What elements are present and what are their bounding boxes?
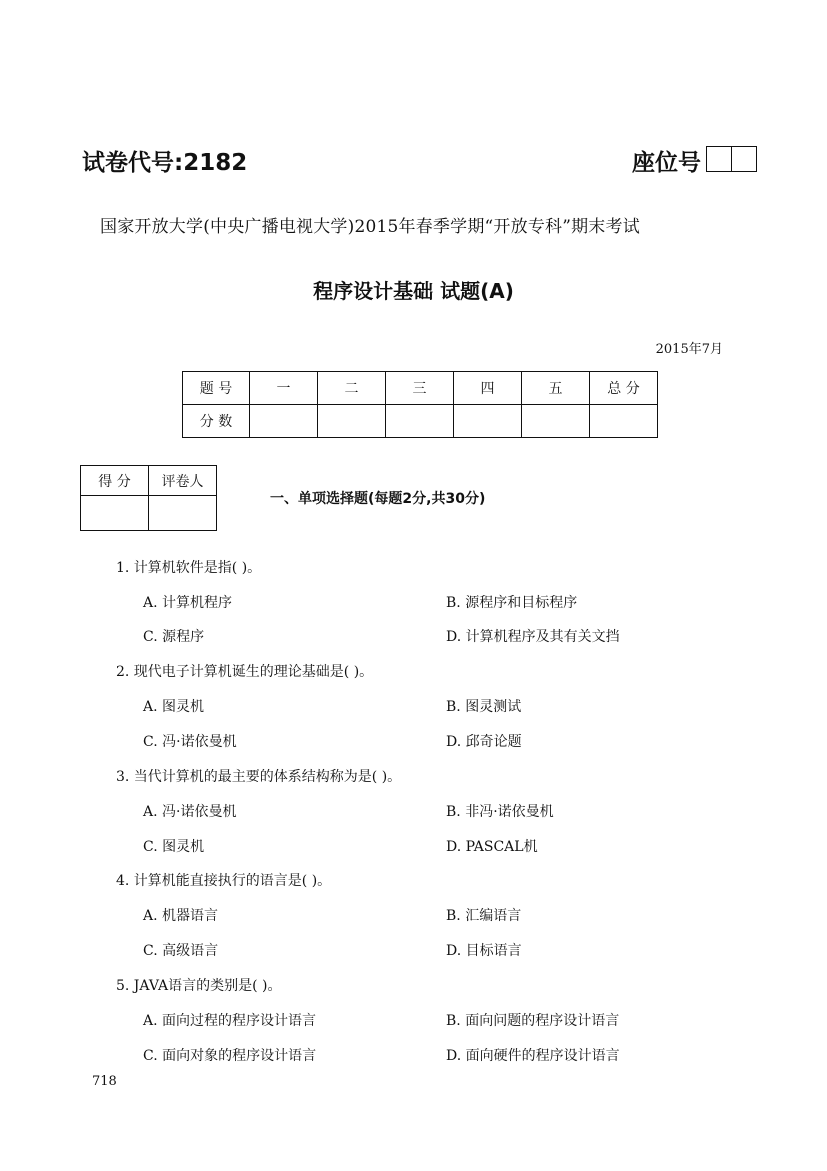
question-stem: 1. 计算机软件是指( )。 [116,560,262,576]
answer-option[interactable]: D. 计算机程序及其有关文挡 [446,629,620,645]
score-col-total: 总 分 [590,372,658,405]
score-cell[interactable] [386,405,454,438]
seat-box[interactable] [731,147,756,171]
score-col-5: 五 [522,372,590,405]
answer-option[interactable]: B. 非冯·诺依曼机 [446,804,554,820]
grader-score-label: 得 分 [81,466,149,496]
score-cell[interactable] [590,405,658,438]
seat-box[interactable] [707,147,731,171]
score-cell[interactable] [522,405,590,438]
question-stem: 5. JAVA语言的类别是( )。 [116,978,282,994]
score-row-label: 分 数 [183,405,250,438]
answer-option[interactable]: A. 冯·诺依曼机 [143,804,237,820]
paper-code: 试卷代号:2182 [82,150,248,176]
score-table [182,371,658,438]
answer-option[interactable]: A. 面向过程的程序设计语言 [143,1013,317,1029]
grader-name-cell[interactable] [149,496,217,531]
score-col-3: 三 [386,372,454,405]
score-col-2: 二 [318,372,386,405]
answer-option[interactable]: C. 冯·诺依曼机 [143,734,237,750]
page-number: 718 [92,1074,117,1089]
question-stem: 3. 当代计算机的最主要的体系结构称为是( )。 [116,769,402,785]
answer-option[interactable]: B. 汇编语言 [446,908,522,924]
seat-number-boxes[interactable] [706,146,757,172]
grader-name-label: 评卷人 [149,466,217,496]
exam-title: 程序设计基础 试题(A) [313,279,514,303]
score-cell[interactable] [250,405,318,438]
answer-option[interactable]: B. 源程序和目标程序 [446,595,578,611]
answer-option[interactable]: C. 源程序 [143,629,205,645]
answer-option[interactable]: B. 面向问题的程序设计语言 [446,1013,620,1029]
score-table-score-row [183,405,658,438]
question-number-label: 题 号 [183,372,250,405]
answer-option[interactable]: A. 机器语言 [143,908,219,924]
grader-table [80,465,217,531]
answer-option[interactable]: A. 计算机程序 [143,595,233,611]
answer-option[interactable]: B. 图灵测试 [446,699,522,715]
score-cell[interactable] [454,405,522,438]
grader-score-cell[interactable] [81,496,149,531]
answer-option[interactable]: C. 面向对象的程序设计语言 [143,1048,317,1064]
score-table-header-row [183,372,658,405]
seat-number-label: 座位号 [632,150,701,176]
answer-option[interactable]: D. 面向硬件的程序设计语言 [446,1048,620,1064]
answer-option[interactable]: C. 高级语言 [143,943,219,959]
exam-header: 国家开放大学(中央广播电视大学)2015年春季学期“开放专科”期末考试 [100,217,640,237]
score-col-1: 一 [250,372,318,405]
score-col-4: 四 [454,372,522,405]
answer-option[interactable]: D. 邱奇论题 [446,734,522,750]
answer-option[interactable]: A. 图灵机 [143,699,205,715]
question-stem: 2. 现代电子计算机诞生的理论基础是( )。 [116,664,374,680]
answer-option[interactable]: D. PASCAL机 [446,839,538,855]
score-cell[interactable] [318,405,386,438]
section-heading: 一、单项选择题(每题2分,共30分) [270,491,486,507]
answer-option[interactable]: C. 图灵机 [143,839,205,855]
answer-option[interactable]: D. 目标语言 [446,943,522,959]
question-stem: 4. 计算机能直接执行的语言是( )。 [116,873,332,889]
exam-date: 2015年7月 [655,342,723,357]
